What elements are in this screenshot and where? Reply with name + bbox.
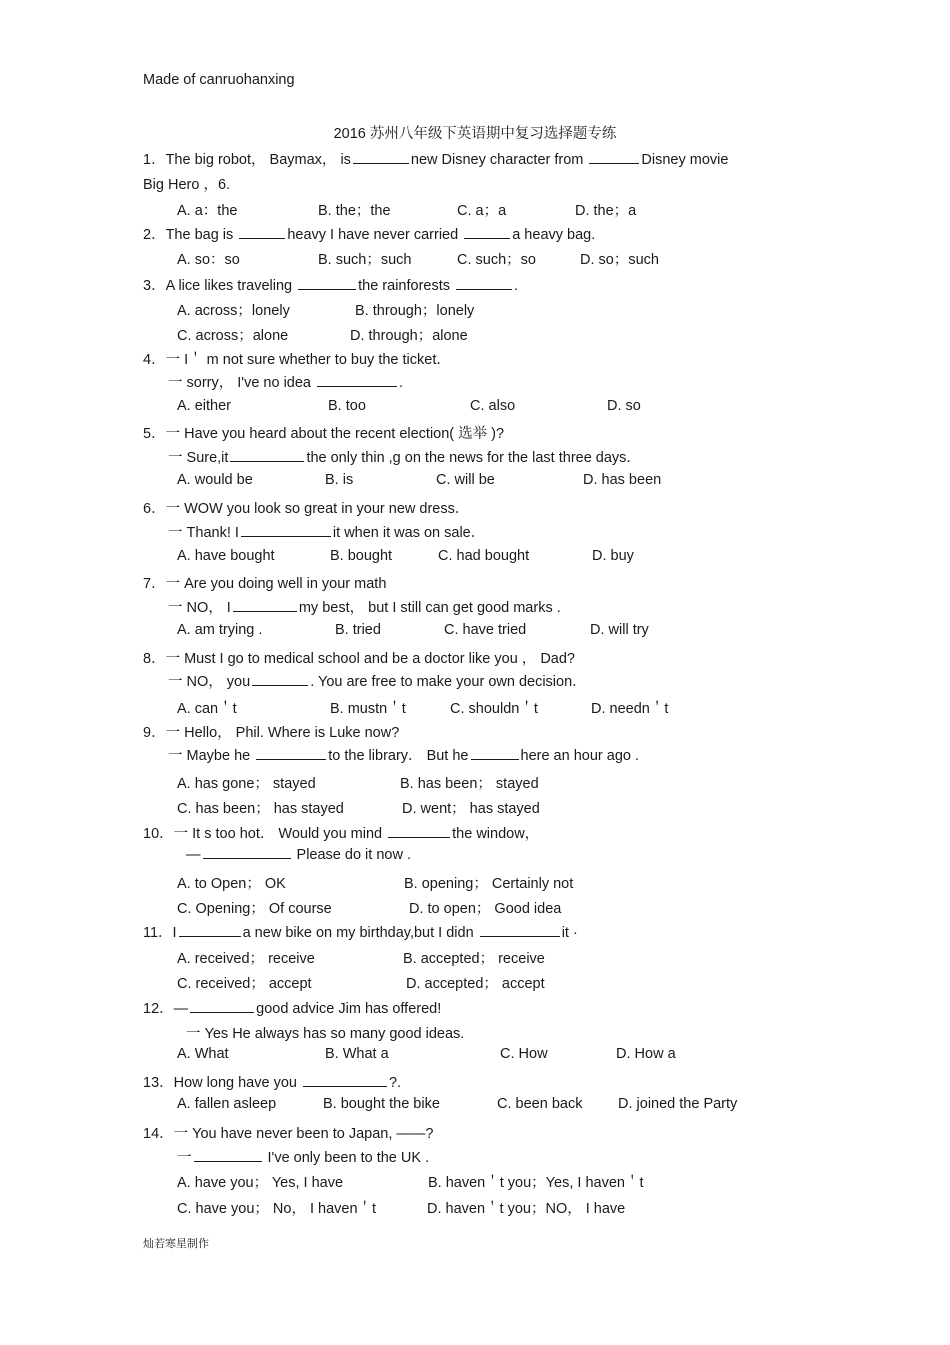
option-c: C. been back [497,1096,583,1112]
question-4-line-1: 4．一 I＇ m not sure whether to buy the ticket． [143,352,451,368]
answer-blank [353,162,409,164]
option-b: B. too [328,398,366,414]
option-a: A. a：the [177,203,238,219]
option-d: D. joined the Party [618,1096,738,1112]
question-13-line-1: 13．How long have you ?. [143,1075,402,1091]
answer-blank [471,758,519,760]
option-d: D. How a [616,1046,676,1062]
option-d: D. has been [583,472,662,488]
option-b: B. bought [330,548,393,564]
option-d: D. needn＇t [591,701,669,717]
question-6-line-1: 6．一 WOW you look so great in your new dress． [143,501,470,517]
question-1-line-1: 1．The big robot， Baymax， is new Disney character from Disney movie [143,152,729,168]
option-d: D. went； has stayed [402,801,540,817]
option-a: A. have bought [177,548,275,564]
option-c: C. How [500,1046,548,1062]
option-c: C. have you； No， I haven＇t [177,1201,377,1217]
question-9-line-1: 9．一 Hello， Phil. Where is Luke now? [143,725,400,741]
option-d: D. haven＇t you；NO， I have [427,1201,626,1217]
answer-blank [456,288,512,290]
page-footer: 灿若寒星制作 [143,1238,209,1250]
option-d: D. so；such [580,252,659,268]
answer-blank [303,1085,387,1087]
answer-blank [194,1160,262,1162]
option-b: B. is [325,472,354,488]
option-a: A. so：so [177,252,240,268]
option-c: C. a；a [457,203,507,219]
question-11-line-1: 11．I a new bike on my birthday,but I didn it · [143,925,578,941]
question-7-line-2: 一 NO， I my best， but I still can get good marks . [168,600,561,616]
question-14-line-1: 14．一 You have never been to Japan, ——? [143,1126,434,1142]
option-b: B. tried [335,622,381,638]
option-b: B. opening； Certainly not [404,876,574,892]
question-10-line-2: — Please do it now . [186,847,411,863]
answer-blank [317,385,397,387]
question-2-line-1: 2．The bag is heavy I have never carried a heavy bag. [143,227,596,243]
option-b: B. haven＇t you；Yes, I haven＇t [428,1175,644,1191]
answer-blank [239,237,285,239]
option-a: A. can＇t [177,701,237,717]
option-d: D. buy [592,548,634,564]
option-a: A. have you； Yes, I have [177,1175,344,1191]
question-12-line-1: 12．— good advice Jim has offered! [143,1001,442,1017]
question-9-line-2: 一 Maybe he to the library． But he here an hour ago . [168,748,640,764]
question-8-line-1: 8．一 Must I go to medical school and be a doctor like you ， Dad? [143,651,575,667]
option-d: D. the；a [575,203,637,219]
option-c: C. shouldn＇t [450,701,538,717]
option-a: A. What [177,1046,229,1062]
option-c: C. have tried [444,622,527,638]
question-1-line-2: Big Hero ，6. [143,177,231,193]
option-a: A. to Open； OK [177,876,286,892]
option-b: B. bought the bike [323,1096,440,1112]
answer-blank [179,935,241,937]
question-3-line-1: 3．A lice likes traveling the rainforests . [143,278,519,294]
option-a: A. fallen asleep [177,1096,277,1112]
option-b: B. such；such [318,252,412,268]
option-c: C. has been； has stayed [177,801,344,817]
option-b: B. mustn＇t [330,701,406,717]
question-6-line-2: 一 Thank! I it when it was on sale． [168,525,486,541]
answer-blank [203,857,291,859]
option-b: B. through；lonely [355,303,475,319]
option-a: A. either [177,398,231,414]
answer-blank [298,288,356,290]
option-a: A. would be [177,472,253,488]
answer-blank [230,460,304,462]
question-8-line-2: 一 NO， you . You are free to make your own decision． [168,674,587,690]
option-c: C. across；alone [177,328,289,344]
option-a: A. across；lonely [177,303,290,319]
option-d: D. accepted； accept [406,976,545,992]
answer-blank [589,162,639,164]
question-10-line-1: 10．一 It s too hot． Would you mind the window， [143,826,540,842]
answer-blank [388,836,450,838]
question-4-line-2: 一 sorry， I've no idea . [168,375,404,391]
question-12-line-2: 一 Yes He always has so many good ideas. [186,1026,465,1042]
option-d: D. through；alone [350,328,468,344]
option-c: C. Opening； Of course [177,901,332,917]
question-5-line-1: 5．一 Have you heard about the recent election( 选举 )? [143,426,505,442]
option-b: B. What a [325,1046,389,1062]
option-d: D. so [607,398,641,414]
option-a: A. has gone； stayed [177,776,316,792]
option-a: A. am trying . [177,622,263,638]
question-7-line-1: 7．一 Are you doing well in your math [143,576,387,592]
question-5-line-2: 一 Sure,it the only thin ,g on the news for the last three days． [168,450,641,466]
question-14-line-2: 一 I've only been to the UK . [177,1150,430,1166]
answer-blank [464,237,510,239]
answer-blank [190,1011,254,1013]
answer-blank [256,758,326,760]
page-header: Made of canruohanxing [143,72,295,88]
option-c: C. will be [436,472,495,488]
answer-blank [233,610,297,612]
option-b: B. the；the [318,203,391,219]
option-a: A. received； receive [177,951,315,967]
option-d: D. will try [590,622,649,638]
answer-blank [241,535,331,537]
option-c: C. had bought [438,548,530,564]
option-c: C. received； accept [177,976,312,992]
option-c: C. also [470,398,516,414]
option-d: D. to open； Good idea [409,901,562,917]
option-c: C. such；so [457,252,536,268]
option-b: B. accepted； receive [403,951,545,967]
answer-blank [480,935,560,937]
page-title: 2016 苏州八年级下英语期中复习选择题专练 [333,126,617,142]
option-b: B. has been； stayed [400,776,539,792]
answer-blank [252,684,308,686]
